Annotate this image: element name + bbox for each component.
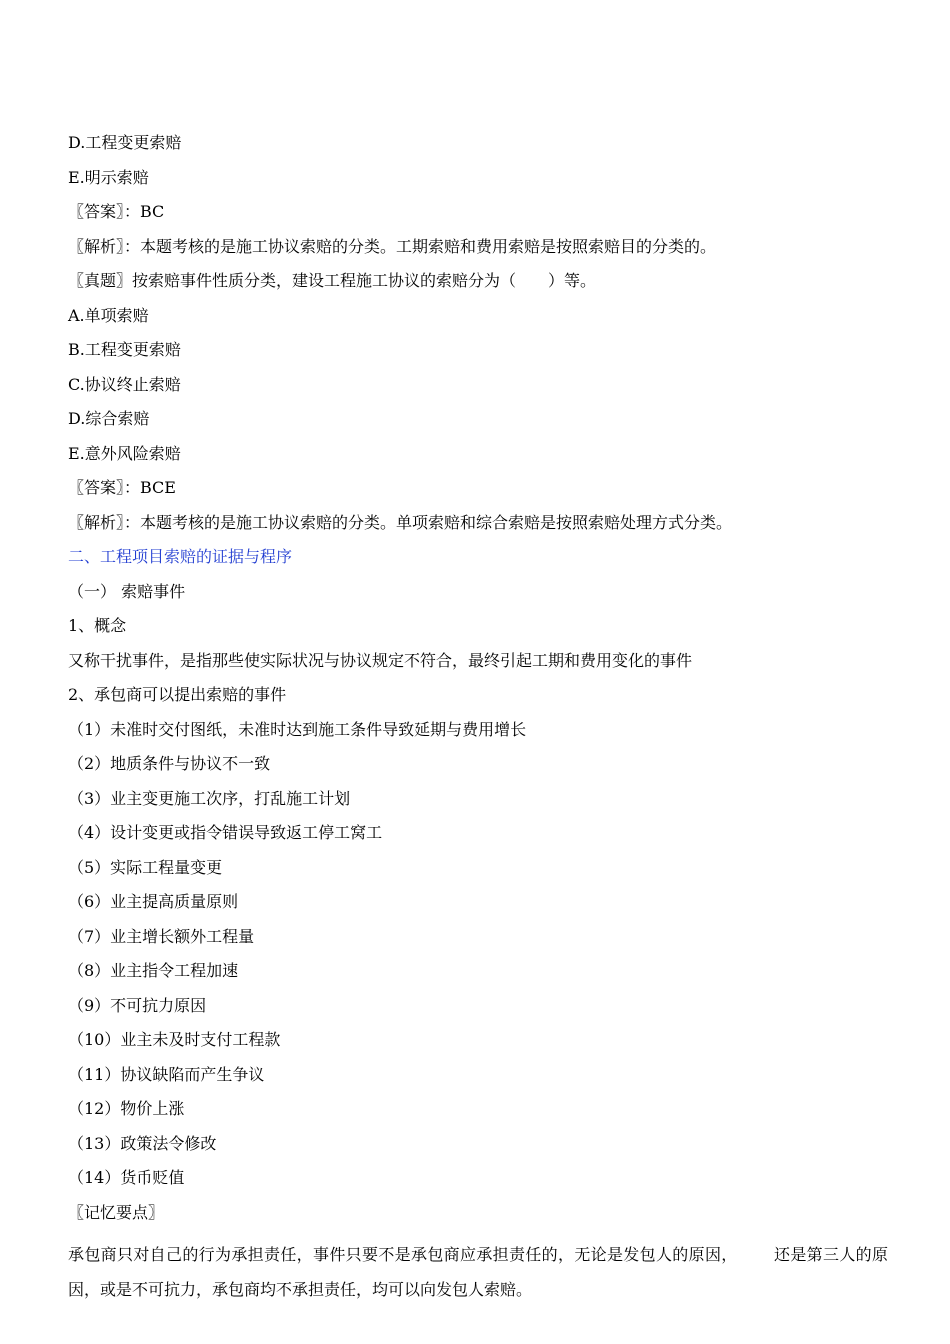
option-e: E.意外风险索赔 (68, 443, 181, 463)
list-item: （1）未准时交付图纸，未准时达到施工条件导致延期与费用增长 (68, 719, 527, 739)
list-item: （12）物价上涨 (68, 1099, 185, 1118)
list-item: （6）业主提高质量原则 (68, 892, 239, 911)
option-c: C.协议终止索赔 (68, 374, 181, 394)
list-item: （10）业主未及时支付工程款 (68, 1030, 281, 1049)
option-a: A.单项索赔 (68, 305, 149, 325)
memory-text-part1: 承包商只对自己的行为承担责任，事件只要不是承包商应承担责任的，无论是发包人的原因， (68, 1245, 738, 1264)
list-item: （11）协议缺陷而产生争议 (68, 1064, 265, 1084)
list-item: （14）货币贬值 (68, 1168, 185, 1187)
document-page (68, 126, 888, 1307)
option-b: B.工程变更索赔 (68, 340, 181, 359)
option-e: E.明示索赔 (68, 167, 149, 187)
memory-heading: 〖记忆要点〗 (68, 1202, 165, 1222)
item-heading: 2、承包商可以提出索赔的事件 (68, 685, 287, 704)
list-item: （7）业主增长额外工程量 (68, 926, 255, 946)
list-item: （4）设计变更或指令错误导致返工停工窝工 (68, 823, 383, 842)
analysis-line: 〖解析〗：本题考核的是施工协议索赔的分类。工期索赔和费用索赔是按照索赔目的分类的。 (68, 236, 717, 256)
option-d: D.工程变更索赔 (68, 133, 182, 152)
memory-paragraph (68, 1238, 888, 1307)
section-heading: 二、工程项目索赔的证据与程序 (68, 547, 293, 566)
subsection-heading: （一） 索赔事件 (68, 581, 186, 601)
list-item: （3）业主变更施工次序，打乱施工计划 (68, 788, 351, 808)
list-item: （13）政策法令修改 (68, 1133, 217, 1153)
list-item: （8）业主指令工程加速 (68, 961, 239, 980)
option-d: D.综合索赔 (68, 409, 150, 428)
list-item: （5）实际工程量变更 (68, 857, 223, 877)
list-item: （2）地质条件与协议不一致 (68, 754, 271, 773)
definition-text: 又称干扰事件，是指那些使实际状况与协议规定不符合，最终引起工期和费用变化的事件 (68, 650, 693, 670)
answer-line: 〖答案〗：BC (68, 202, 165, 221)
memory-text-part2: 还是第三人的原因，或是不可抗力，承包商均不承担责任，均可以向发包人索赔。 (68, 1245, 888, 1299)
analysis-line: 〖解析〗：本题考核的是施工协议索赔的分类。单项索赔和综合索赔是按照索赔处理方式分类。 (68, 512, 733, 532)
answer-line: 〖答案〗：BCE (68, 478, 176, 497)
exam-question: 〖真题〗按索赔事件性质分类，建设工程施工协议的索赔分为（ ）等。 (68, 271, 597, 290)
list-item: （9）不可抗力原因 (68, 995, 207, 1015)
item-heading: 1、概念 (68, 616, 127, 635)
